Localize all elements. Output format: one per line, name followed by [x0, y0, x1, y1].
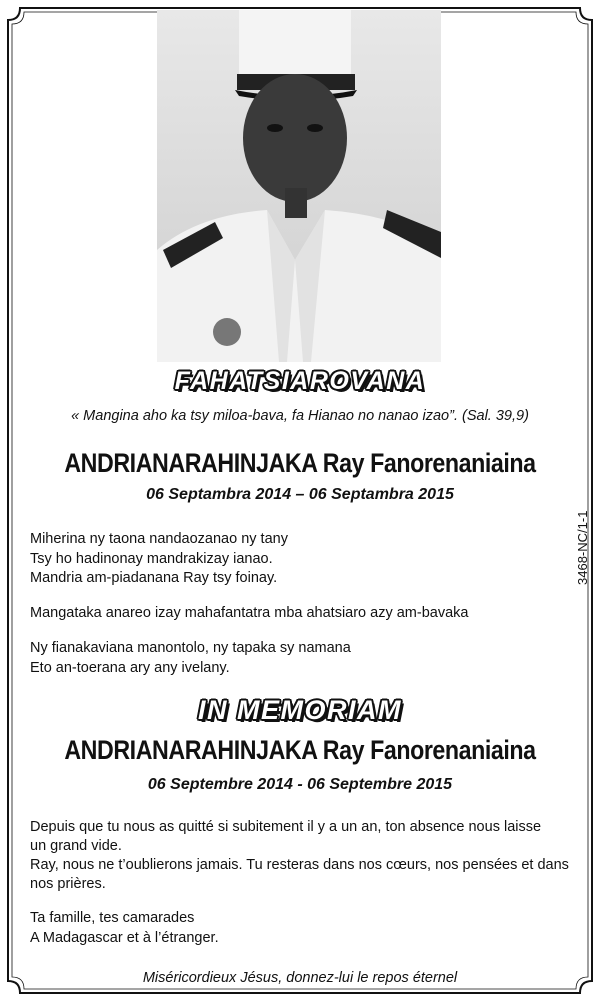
signature-line: Eto an-toerana ary any ivelany. [30, 659, 230, 676]
heading-in-memoriam: IN MEMORIAM [198, 695, 402, 725]
signature-line: Ta famille, tes camarades [30, 910, 195, 926]
prayer-request: Mangataka anareo izay mahafantatra mba ahatsiaro azy am-bavaka [30, 605, 469, 621]
message-line: Ray, nous ne t’oublierons jamais. Tu resteras dans nos cœurs, nos pensées et dans [30, 857, 569, 873]
verse-line: Tsy ho hadinonay mandrakizay ianao. [30, 550, 273, 567]
heading-fahatsiarovana: FAHATSIAROVANA [174, 367, 426, 395]
verse-line: Mandria am-piadanana Ray tsy foinay. [30, 570, 278, 586]
footer-prayer: Miséricordieux Jésus, donnez-lui le repos éternel [142, 970, 458, 986]
dates-french: 06 Septembre 2014 - 06 Septembre 2015 [147, 776, 453, 793]
message-line: un grand vide. [30, 838, 122, 854]
bible-quote: « Mangina aho ka tsy miloa-bava, fa Hianao no nanao izao”. (Sal. 39,9) [71, 408, 529, 424]
signature-line: A Madagascar et à l’étranger. [30, 929, 219, 946]
french-signature [30, 909, 570, 948]
deceased-name-malagasy: ANDRIANARAHINJAKA Ray Fanorenaniaina [64, 448, 536, 478]
message-line: Depuis que tu nous as quitté si subitement il y a un an, ton absence nous laisse [30, 819, 542, 835]
message-line: nos prières. [30, 876, 106, 892]
malagasy-verse [30, 530, 570, 589]
verse-line: Miherina ny taona nandaozanao ny tany [30, 531, 288, 547]
malagasy-signature [30, 639, 570, 678]
dates-malagasy: 06 Septambra 2014 – 06 Septambra 2015 [146, 486, 454, 503]
portrait-photo [157, 10, 441, 362]
signature-line: Ny fianakaviana manontolo, ny tapaka sy namana [30, 640, 351, 656]
deceased-name-french: ANDRIANARAHINJAKA Ray Fanorenaniaina [64, 735, 536, 765]
french-message [30, 818, 570, 894]
reference-code: 3468-NC/1-1 [575, 510, 590, 585]
